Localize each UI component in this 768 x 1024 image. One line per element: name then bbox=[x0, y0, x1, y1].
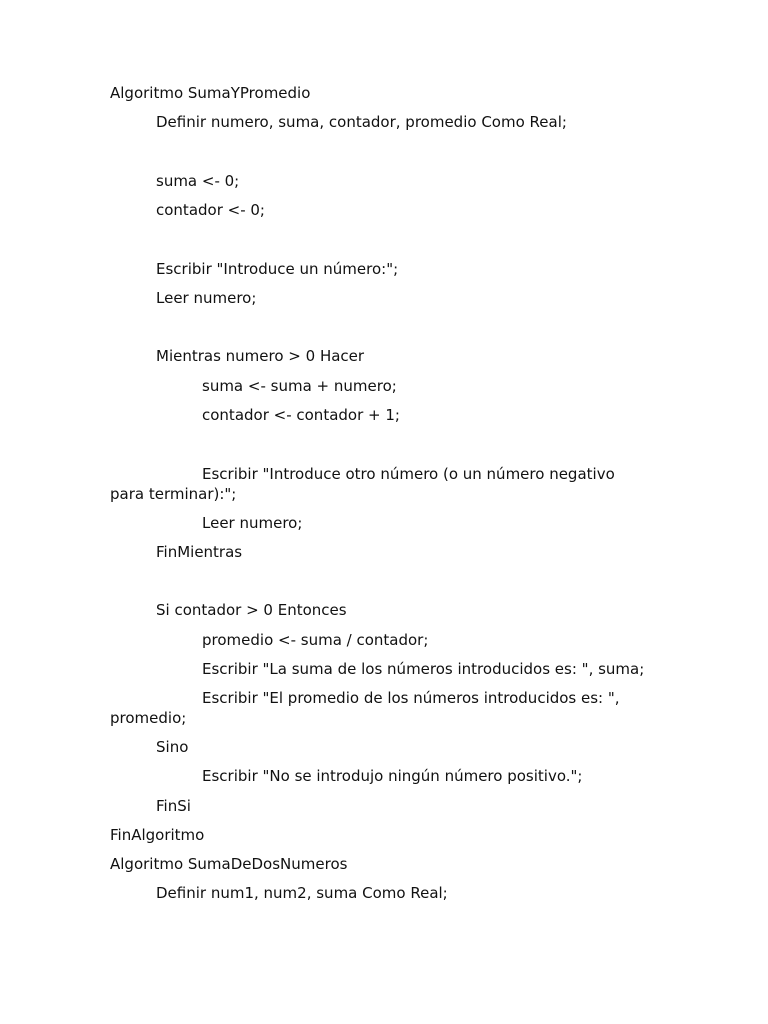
assignment-line: contador <- 0; bbox=[156, 201, 265, 219]
read-statement: Leer numero; bbox=[156, 289, 257, 307]
write-statement: Escribir "La suma de los números introducidos es: ", suma; bbox=[202, 660, 645, 678]
write-statement: Escribir "Introduce otro número (o un número negativo bbox=[202, 465, 615, 483]
assignment-line: suma <- 0; bbox=[156, 172, 240, 190]
while-end: FinMientras bbox=[156, 543, 243, 561]
while-header: Mientras numero > 0 Hacer bbox=[156, 347, 365, 365]
write-statement: Escribir "El promedio de los números introducidos es: ", bbox=[202, 689, 620, 707]
read-statement: Leer numero; bbox=[202, 514, 303, 532]
assignment-line: suma <- suma + numero; bbox=[202, 377, 397, 395]
else-keyword: Sino bbox=[156, 738, 189, 756]
write-statement-wrap: promedio; bbox=[110, 709, 187, 727]
assignment-line: contador <- contador + 1; bbox=[202, 406, 400, 424]
write-statement: Escribir "No se introdujo ningún número positivo."; bbox=[202, 767, 583, 785]
if-header: Si contador > 0 Entonces bbox=[156, 601, 347, 619]
algorithm-end: FinAlgoritmo bbox=[110, 826, 205, 844]
algorithm-header: Algoritmo SumaDeDosNumeros bbox=[110, 855, 348, 873]
assignment-line: promedio <- suma / contador; bbox=[202, 631, 429, 649]
variable-declaration: Definir num1, num2, suma Como Real; bbox=[156, 884, 448, 902]
variable-declaration: Definir numero, suma, contador, promedio Como Real; bbox=[156, 113, 567, 131]
write-statement-wrap: para terminar):"; bbox=[110, 485, 237, 503]
algorithm-header: Algoritmo SumaYPromedio bbox=[110, 84, 311, 102]
write-statement: Escribir "Introduce un número:"; bbox=[156, 260, 399, 278]
if-end: FinSi bbox=[156, 797, 191, 815]
